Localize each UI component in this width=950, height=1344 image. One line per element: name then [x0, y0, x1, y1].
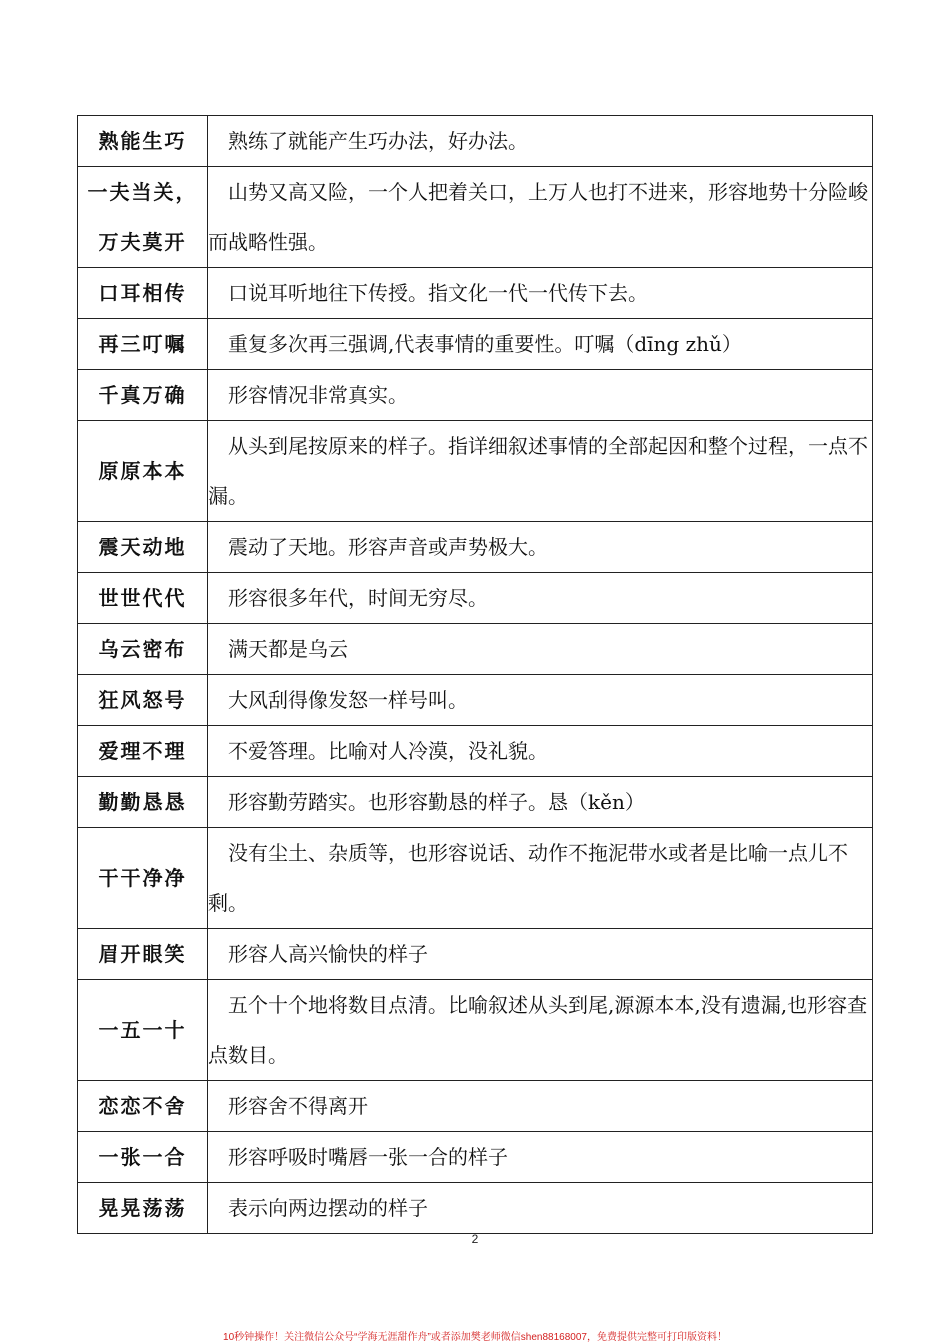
idiom-definition: 满天都是乌云 — [208, 624, 873, 675]
idiom-term: 原原本本 — [78, 421, 208, 522]
footer-note: 10秒钟操作！关注微信公众号“学海无涯甜作舟”或者添加樊老师微信shen88168007，免费提供完整可打印版资料！ — [223, 1332, 727, 1343]
table-row — [78, 370, 873, 421]
idiom-definition: 形容呼吸时嘴唇一张一合的样子 — [208, 1132, 873, 1183]
idiom-definition: 大风刮得像发怒一样号叫。 — [208, 675, 873, 726]
idiom-definition: 形容勤劳踏实。也形容勤恳的样子。恳（kěn） — [208, 777, 873, 828]
table-row — [78, 116, 873, 167]
idiom-definition: 熟练了就能产生巧办法，好办法。 — [208, 116, 873, 167]
idiom-term: 乌云密布 — [78, 624, 208, 675]
table-row — [78, 1132, 873, 1183]
idiom-definition: 形容舍不得离开 — [208, 1081, 873, 1132]
table-row — [78, 421, 873, 522]
idiom-term: 恋恋不舍 — [78, 1081, 208, 1132]
idiom-term: 震天动地 — [78, 522, 208, 573]
idiom-term: 再三叮嘱 — [78, 319, 208, 370]
idiom-term: 狂风怒号 — [78, 675, 208, 726]
idiom-definition: 形容情况非常真实。 — [208, 370, 873, 421]
idiom-term: 一张一合 — [78, 1132, 208, 1183]
table-row — [78, 624, 873, 675]
table-row — [78, 573, 873, 624]
idiom-term: 勤勤恳恳 — [78, 777, 208, 828]
idiom-term: 一五一十 — [78, 980, 208, 1081]
idiom-definition: 震动了天地。形容声音或声势极大。 — [208, 522, 873, 573]
table-row — [78, 1081, 873, 1132]
table-row — [78, 929, 873, 980]
idiom-term: 爱理不理 — [78, 726, 208, 777]
idiom-term: 一夫当关，万夫莫开 — [78, 167, 208, 268]
table-row — [78, 777, 873, 828]
idiom-term: 世世代代 — [78, 573, 208, 624]
idiom-definition: 形容人高兴愉快的样子 — [208, 929, 873, 980]
idiom-term: 晃晃荡荡 — [78, 1183, 208, 1234]
idiom-term: 干干净净 — [78, 828, 208, 929]
table-row — [78, 1183, 873, 1234]
idiom-definition: 不爱答理。比喻对人冷漠，没礼貌。 — [208, 726, 873, 777]
idiom-definition: 从头到尾按原来的样子。指详细叙述事情的全部起因和整个过程，一点不漏。 — [208, 421, 873, 522]
table-row — [78, 268, 873, 319]
idiom-table — [77, 115, 873, 1234]
table-row — [78, 167, 873, 268]
idiom-definition: 山势又高又险，一个人把着关口，上万人也打不进来，形容地势十分险峻而战略性强。 — [208, 167, 873, 268]
table-row — [78, 675, 873, 726]
idiom-definition: 表示向两边摆动的样子 — [208, 1183, 873, 1234]
page-number: 2 — [471, 1232, 479, 1246]
idiom-definition: 口说耳听地往下传授。指文化一代一代传下去。 — [208, 268, 873, 319]
idiom-definition: 五个十个地将数目点清。比喻叙述从头到尾,源源本本,没有遗漏,也形容查点数目。 — [208, 980, 873, 1081]
idiom-term: 口耳相传 — [78, 268, 208, 319]
idiom-table-body — [78, 116, 873, 1234]
idiom-term: 千真万确 — [78, 370, 208, 421]
table-row — [78, 319, 873, 370]
idiom-definition: 没有尘土、杂质等，也形容说话、动作不拖泥带水或者是比喻一点儿不剩。 — [208, 828, 873, 929]
idiom-term: 熟能生巧 — [78, 116, 208, 167]
table-row — [78, 726, 873, 777]
table-row — [78, 980, 873, 1081]
table-row — [78, 828, 873, 929]
idiom-definition: 形容很多年代，时间无穷尽。 — [208, 573, 873, 624]
table-row — [78, 522, 873, 573]
idiom-term: 眉开眼笑 — [78, 929, 208, 980]
idiom-definition: 重复多次再三强调,代表事情的重要性。叮嘱（dīng zhǔ） — [208, 319, 873, 370]
